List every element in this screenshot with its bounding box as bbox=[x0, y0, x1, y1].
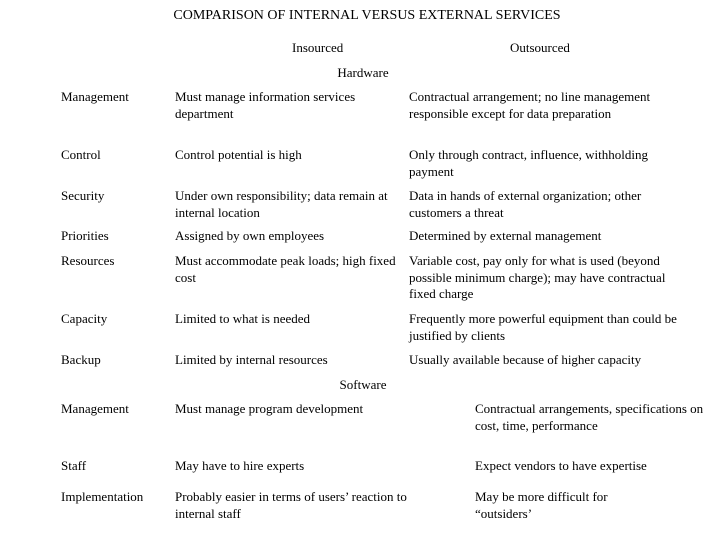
insourced-cell: Must manage program development bbox=[175, 401, 364, 416]
insourced-cell: Probably easier in terms of users’ reaction to internal staff bbox=[175, 489, 407, 521]
row-label: Staff bbox=[61, 458, 87, 473]
row-label: Capacity bbox=[61, 311, 108, 326]
row-label: Priorities bbox=[61, 228, 109, 243]
row-label: Resources bbox=[61, 253, 115, 268]
insourced-cell: Under own responsibility; data remain at internal location bbox=[175, 188, 388, 220]
row-label: Management bbox=[61, 401, 129, 416]
column-header-insourced: Insourced bbox=[292, 40, 344, 55]
row-label: Implementation bbox=[61, 489, 144, 504]
row-label: Security bbox=[61, 188, 105, 203]
row-label: Backup bbox=[61, 352, 101, 367]
outsourced-cell: Frequently more powerful equipment than could be justified by clients bbox=[409, 311, 677, 343]
column-header-outsourced: Outsourced bbox=[510, 40, 570, 55]
outsourced-cell: Variable cost, pay only for what is used (beyond possible minimum charge); may have contractual fixed charge bbox=[409, 253, 666, 301]
section-heading-hardware: Hardware bbox=[337, 65, 389, 80]
insourced-cell: Limited by internal resources bbox=[175, 352, 328, 367]
insourced-cell: Must manage information services department bbox=[175, 89, 356, 121]
outsourced-cell: Determined by external management bbox=[409, 228, 602, 243]
outsourced-cell: Contractual arrangements, specifications on cost, time, performance bbox=[475, 401, 704, 433]
outsourced-cell: Contractual arrangement; no line management responsible except for data preparation bbox=[409, 89, 651, 121]
outsourced-cell: Usually available because of higher capacity bbox=[409, 352, 642, 367]
insourced-cell: Must accommodate peak loads; high fixed cost bbox=[175, 253, 396, 285]
outsourced-cell: May be more difficult for “outsiders’ bbox=[475, 489, 608, 521]
page-title: COMPARISON OF INTERNAL VERSUS EXTERNAL SERVICES bbox=[173, 8, 561, 23]
row-label: Management bbox=[61, 89, 129, 104]
outsourced-cell: Expect vendors to have expertise bbox=[475, 458, 647, 473]
row-label: Control bbox=[61, 147, 101, 162]
section-heading-software: Software bbox=[339, 377, 387, 392]
outsourced-cell: Data in hands of external organization; other customers a threat bbox=[409, 188, 642, 220]
insourced-cell: Assigned by own employees bbox=[175, 228, 325, 243]
insourced-cell: Control potential is high bbox=[175, 147, 302, 162]
insourced-cell: May have to hire experts bbox=[175, 458, 305, 473]
insourced-cell: Limited to what is needed bbox=[175, 311, 311, 326]
outsourced-cell: Only through contract, influence, withholding payment bbox=[409, 147, 649, 179]
